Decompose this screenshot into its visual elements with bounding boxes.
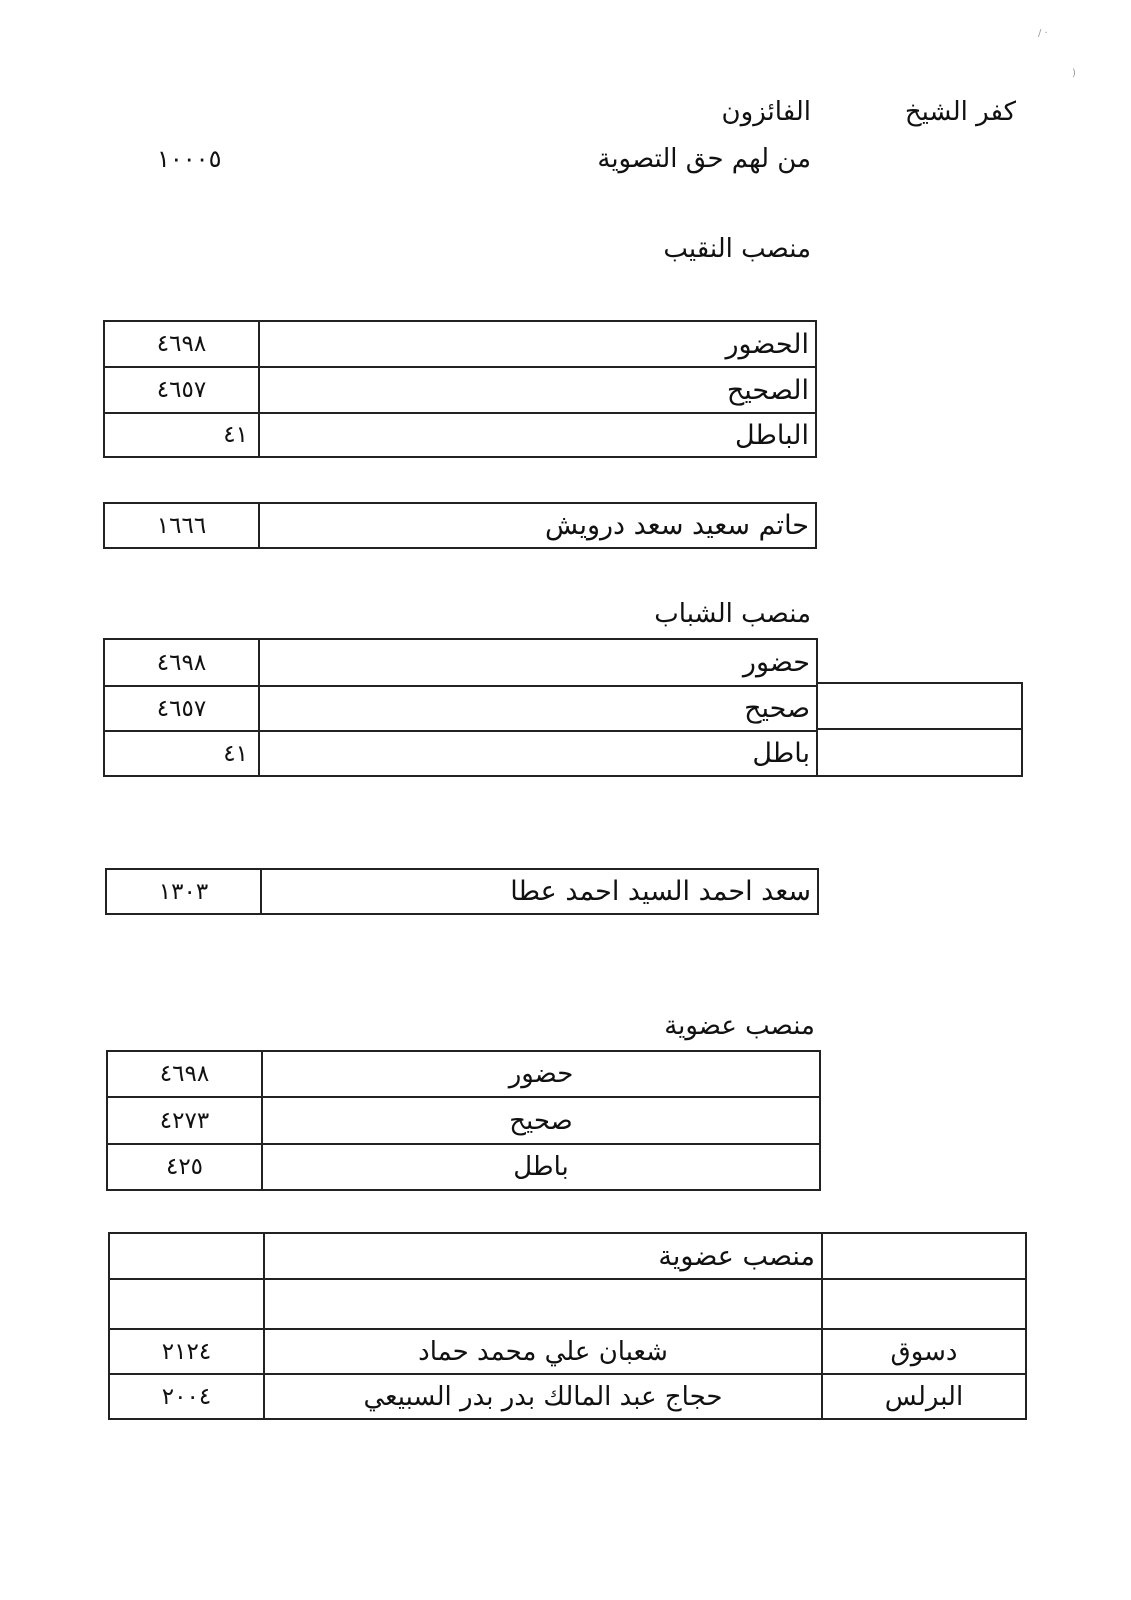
membership-section-title: منصب عضوية xyxy=(664,1011,815,1041)
winner-votes: ٢١٢٤ xyxy=(109,1329,264,1374)
membership-present-value: ٤٦٩٨ xyxy=(107,1051,262,1097)
membership-winners-table xyxy=(108,1232,1027,1420)
youth-invalid-label: باطل xyxy=(259,731,817,776)
naqib-winner-name: حاتم سعيد سعد درويش xyxy=(259,503,816,548)
youth-present-value: ٤٦٩٨ xyxy=(104,639,259,686)
naqib-winner-table xyxy=(103,502,817,549)
naqib-present-value: ٤٦٩٨ xyxy=(104,321,259,367)
youth-section-title: منصب الشباب xyxy=(654,599,811,629)
youth-extra-column xyxy=(816,682,1023,777)
youth-invalid-value: ٤١ xyxy=(104,731,259,776)
youth-winner-table xyxy=(105,868,819,915)
eligible-voters-label: من لهم حق التصوية xyxy=(597,144,811,174)
youth-valid-value: ٤٦٥٧ xyxy=(104,686,259,731)
naqib-stats-table xyxy=(103,320,817,458)
table-cell xyxy=(822,1233,1026,1279)
naqib-invalid-label: الباطل xyxy=(259,413,816,457)
scan-mark: ) xyxy=(1072,68,1076,79)
membership-invalid-label: باطل xyxy=(262,1144,820,1190)
membership-invalid-value: ٤٢٥ xyxy=(107,1144,262,1190)
membership-valid-value: ٤٢٧٣ xyxy=(107,1097,262,1144)
governorate-name: كفر الشيخ xyxy=(904,97,1016,127)
naqib-winner-votes: ١٦٦٦ xyxy=(104,503,259,548)
winners-heading: الفائزون xyxy=(721,97,811,127)
membership-stats-table xyxy=(106,1050,821,1191)
table-cell xyxy=(109,1233,264,1279)
youth-present-label: حضور xyxy=(259,639,817,686)
youth-extra-cell xyxy=(817,729,1022,776)
naqib-valid-label: الصحيح xyxy=(259,367,816,413)
winner-votes: ٢٠٠٤ xyxy=(109,1374,264,1419)
eligible-voters-count: ١٠٠٠٥ xyxy=(157,145,222,173)
membership-present-label: حضور xyxy=(262,1051,820,1097)
youth-extra-cell xyxy=(817,683,1022,729)
naqib-present-label: الحضور xyxy=(259,321,816,367)
membership-winners-title: منصب عضوية xyxy=(264,1233,822,1279)
winner-name: حجاج عبد المالك بدر بدر السبيعي xyxy=(264,1374,822,1419)
winner-name: شعبان علي محمد حماد xyxy=(264,1329,822,1374)
youth-winner-name: سعد احمد السيد احمد عطا xyxy=(261,869,818,914)
table-cell xyxy=(109,1279,264,1329)
winner-area: دسوق xyxy=(822,1329,1026,1374)
table-cell xyxy=(822,1279,1026,1329)
youth-stats-table xyxy=(103,638,818,777)
table-cell xyxy=(264,1279,822,1329)
naqib-valid-value: ٤٦٥٧ xyxy=(104,367,259,413)
winner-area: البرلس xyxy=(822,1374,1026,1419)
youth-winner-votes: ١٣٠٣ xyxy=(106,869,261,914)
membership-valid-label: صحيح xyxy=(262,1097,820,1144)
naqib-invalid-value: ٤١ xyxy=(104,413,259,457)
youth-valid-label: صحيح xyxy=(259,686,817,731)
naqib-section-title: منصب النقيب xyxy=(663,234,811,264)
scan-mark: / · xyxy=(1038,28,1048,39)
